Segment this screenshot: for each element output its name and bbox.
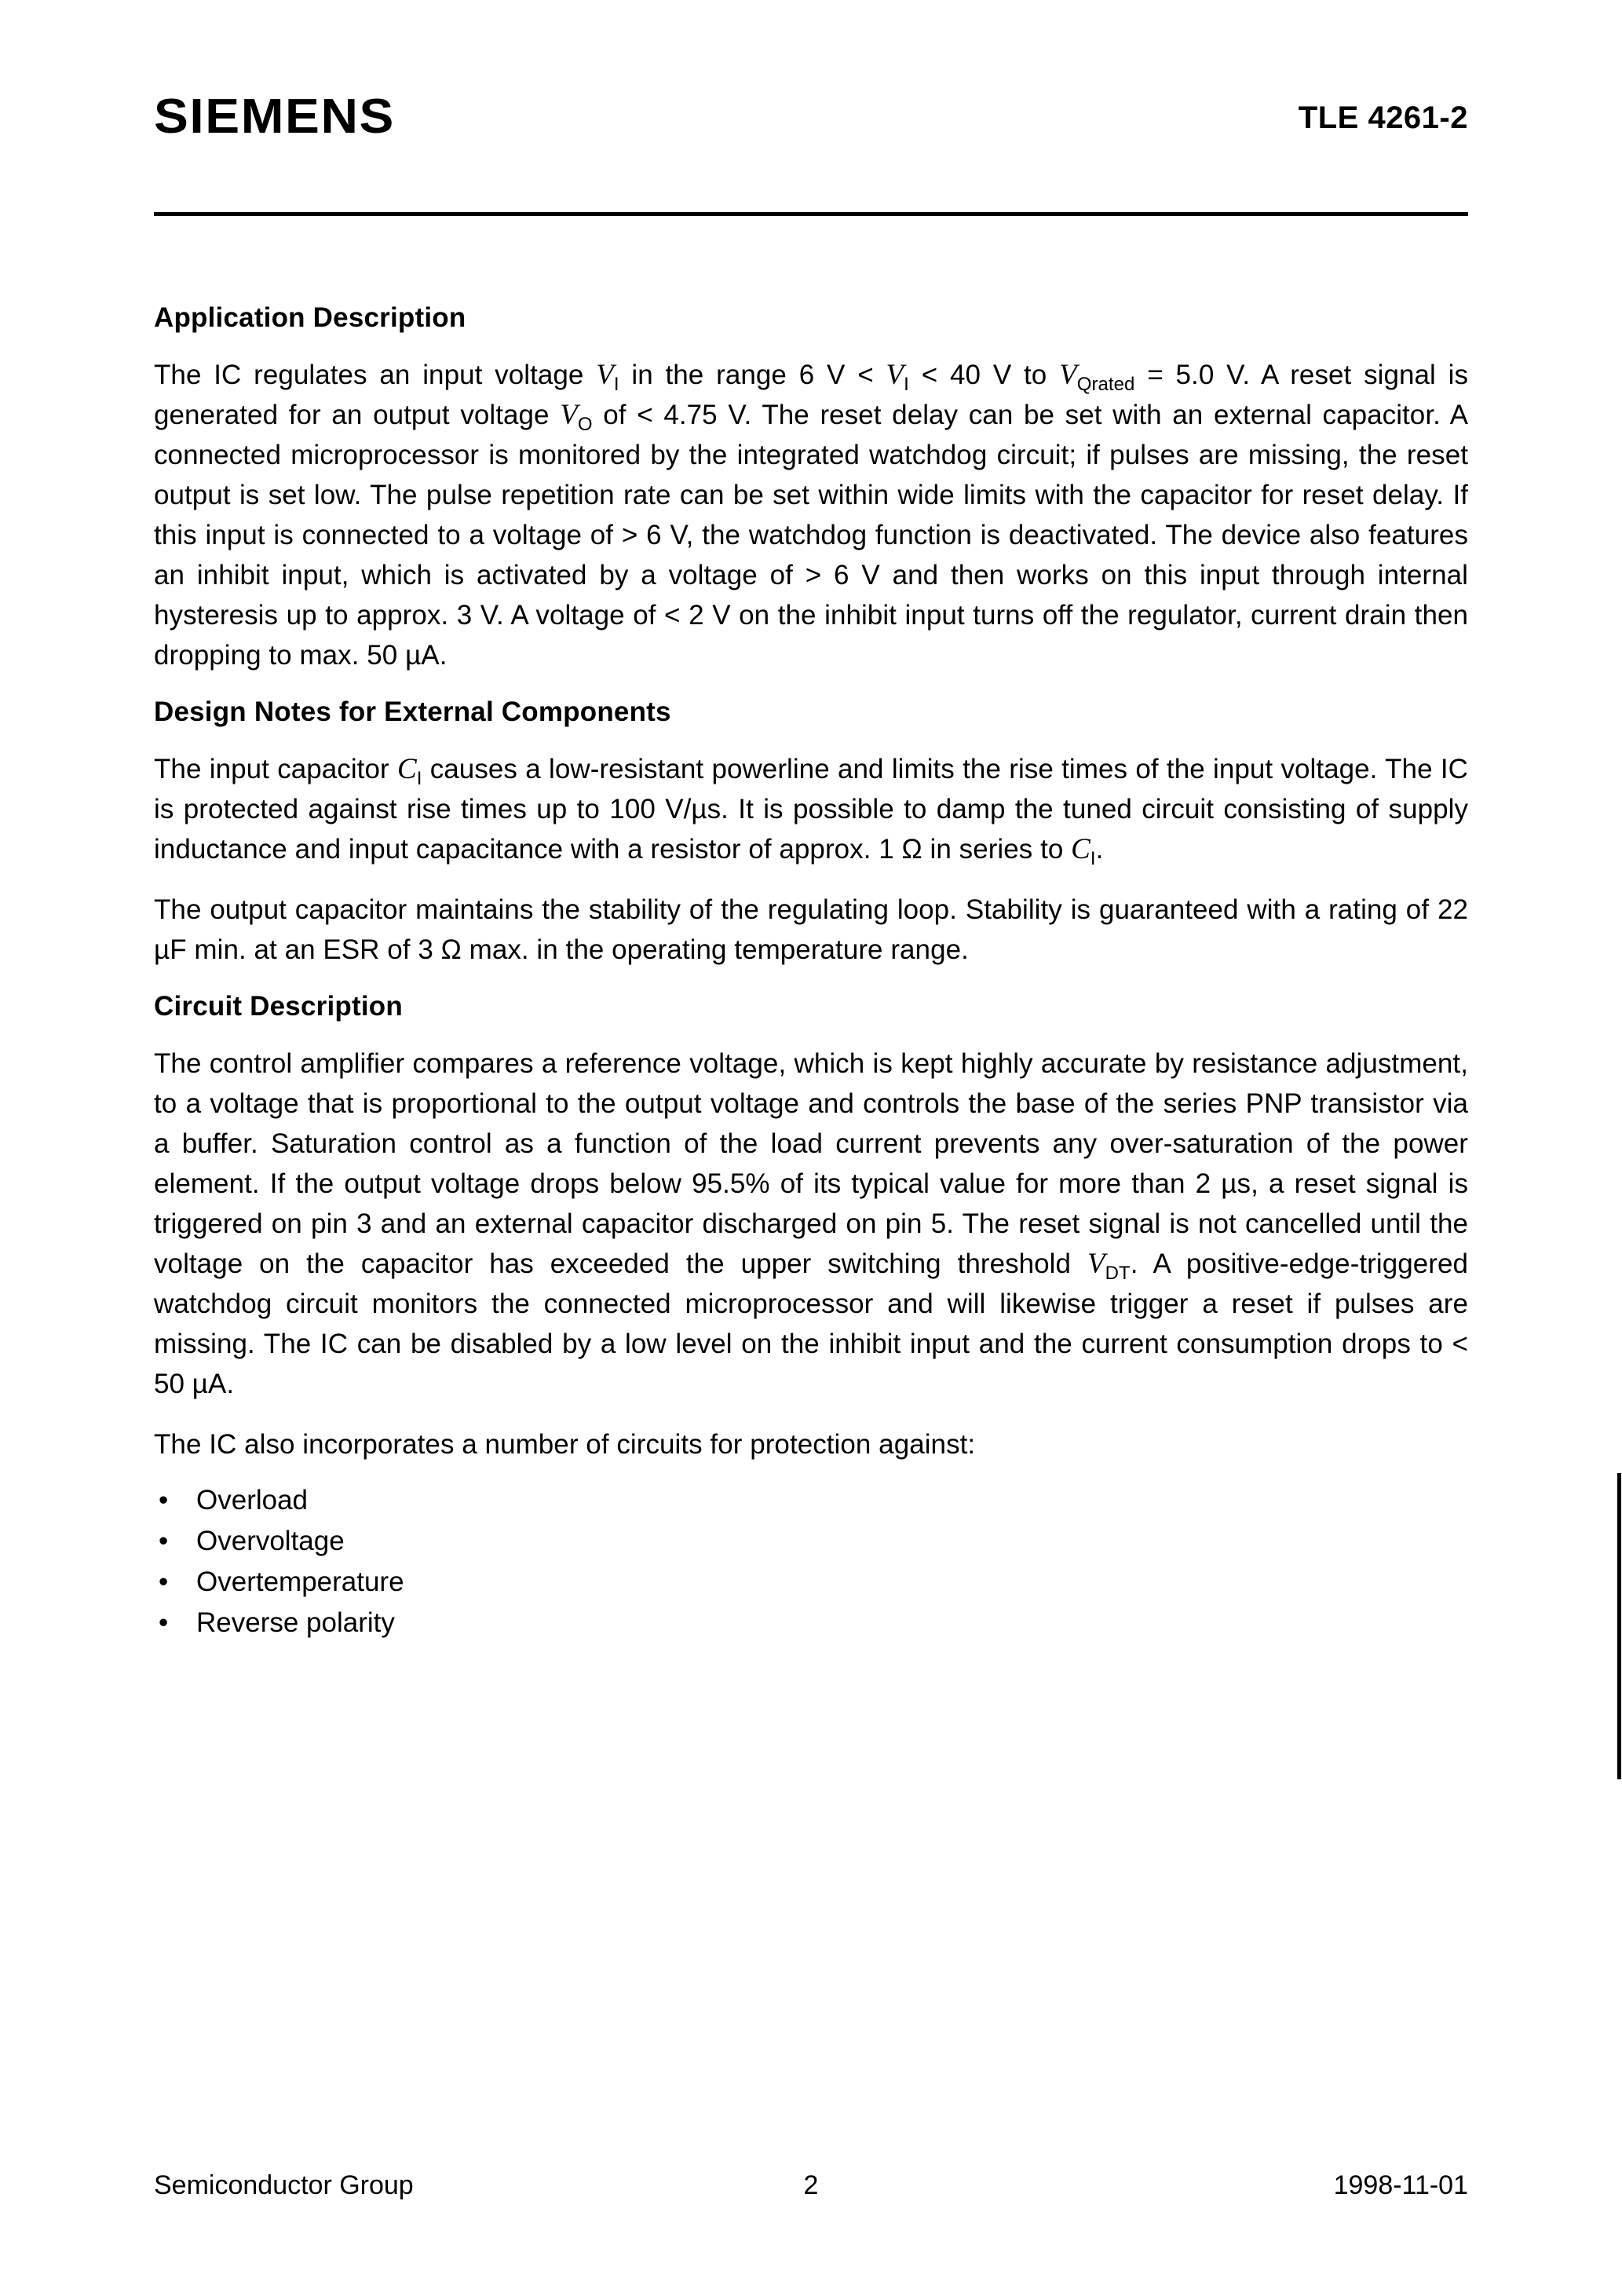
heading-circuit-description: Circuit Description	[154, 991, 403, 1022]
symbol-vo: V	[560, 399, 578, 431]
symbol-vi: V	[886, 359, 904, 391]
subscript-o: O	[577, 414, 593, 435]
text-run: < 40 V to	[908, 360, 1060, 390]
paragraph-application-description	[154, 355, 1468, 675]
heading-design-notes: Design Notes for External Components	[154, 696, 671, 727]
list-item	[154, 1563, 1468, 1601]
list-item-label: Overvoltage	[196, 1526, 345, 1556]
paragraph-circuit-description-1	[154, 1044, 1468, 1404]
text-run: The input capacitor	[154, 754, 397, 784]
text-run: The control amplifier compares a reference voltage, which is kept highly accurate by resistance adjustment, to a voltage that is proportional to the output voltage and controls the base of the series PNP transistor via a buffer. Saturation control as a function of the load current prevents any over-saturation of the power element. If the output voltage drops below 95.5% of its typical value for more than 2 µs, a reset signal is triggered on pin 3 and an external capacitor discharged on pin 5. The reset signal is not cancelled until the voltage on the capacitor has exceeded the upper switching threshold	[154, 1048, 1468, 1279]
text-run: causes a low-resistant powerline and limits the rise times of the input voltage. The IC is protected against rise times up to 100 V/µs. It is possible to damp the tuned circuit consisting of supply inductance and input capacitance with a resistor of approx. 1 Ω in series to	[154, 754, 1468, 865]
document-part-number: TLE 4261-2	[1298, 101, 1468, 135]
list-item	[154, 1482, 1468, 1519]
header-divider	[154, 212, 1468, 216]
siemens-logo: SIEMENS	[154, 90, 395, 144]
protection-list	[154, 1482, 1468, 1642]
symbol-vqrated: V	[1059, 359, 1077, 391]
text-run: in the range 6 V <	[619, 360, 886, 390]
document-body	[154, 302, 1468, 1645]
paragraph-design-notes-2: The output capacitor maintains the stability of the regulating loop. Stability is guaranteed with a rating of 22 µF min. at an ESR of 3 Ω max. in the operating temperature range.	[154, 894, 1468, 965]
text-run: .	[1095, 834, 1104, 865]
bullet-icon: •	[159, 1485, 169, 1515]
paragraph-protection-intro: The IC also incorporates a number of circuits for protection against:	[154, 1429, 976, 1460]
list-item	[154, 1604, 1468, 1642]
symbol-vi: V	[596, 359, 614, 391]
bullet-icon: •	[159, 1567, 169, 1597]
text-run: = 5.0 V. A reset signal is generated for an output voltage	[154, 360, 1469, 430]
paragraph-design-notes-1	[154, 749, 1468, 869]
subscript-i: I	[416, 768, 422, 789]
subscript-i: I	[1090, 848, 1096, 869]
page-footer	[154, 2169, 1468, 2208]
footer-group-name: Semiconductor Group	[154, 2170, 414, 2200]
text-run: . A positive-edge-triggered watchdog circuit monitors the connected microprocessor and will likewise trigger a reset if pulses are missing. The IC can be disabled by a low level on the inhibit input and the current consumption drops to < 50 µA.	[154, 1249, 1468, 1399]
symbol-ci: C	[1071, 833, 1090, 865]
subscript-dt: DT	[1105, 1263, 1131, 1284]
footer-date: 1998-11-01	[1333, 2170, 1468, 2200]
symbol-ci: C	[396, 753, 417, 785]
subscript-i: I	[613, 374, 619, 395]
list-item	[154, 1523, 1468, 1560]
list-item-label: Overload	[196, 1485, 309, 1515]
text-run: of < 4.75 V. The reset delay can be set with an external capacitor. A connected microprocessor is monitored by the integrated watchdog circuit; if pulses are missing, the reset output is set low. The pulse repetition rate can be set within wide limits with the capacitor for reset delay. If this input is connected to a voltage of > 6 V, the watchdog function is deactivated. The device also features an inhibit input, which is activated by a voltage of > 6 V and then works on this input through internal hysteresis up to approx. 3 V. A voltage of < 2 V on the inhibit input turns off the regulator, current drain then dropping to max. 50 µA.	[154, 400, 1468, 671]
bullet-icon: •	[159, 1526, 169, 1556]
footer-page-number: 2	[803, 2170, 819, 2200]
subscript-i: I	[904, 374, 909, 395]
symbol-vdt: V	[1087, 1248, 1105, 1280]
list-item-label: Overtemperature	[196, 1567, 404, 1597]
heading-application-description: Application Description	[154, 302, 466, 333]
subscript-qrated: Qrated	[1076, 374, 1135, 395]
revision-change-bar	[1617, 1473, 1621, 1779]
page-header	[154, 90, 1468, 171]
list-item-label: Reverse polarity	[196, 1607, 395, 1638]
text-run: The IC regulates an input voltage	[154, 360, 597, 390]
bullet-icon: •	[159, 1607, 169, 1638]
